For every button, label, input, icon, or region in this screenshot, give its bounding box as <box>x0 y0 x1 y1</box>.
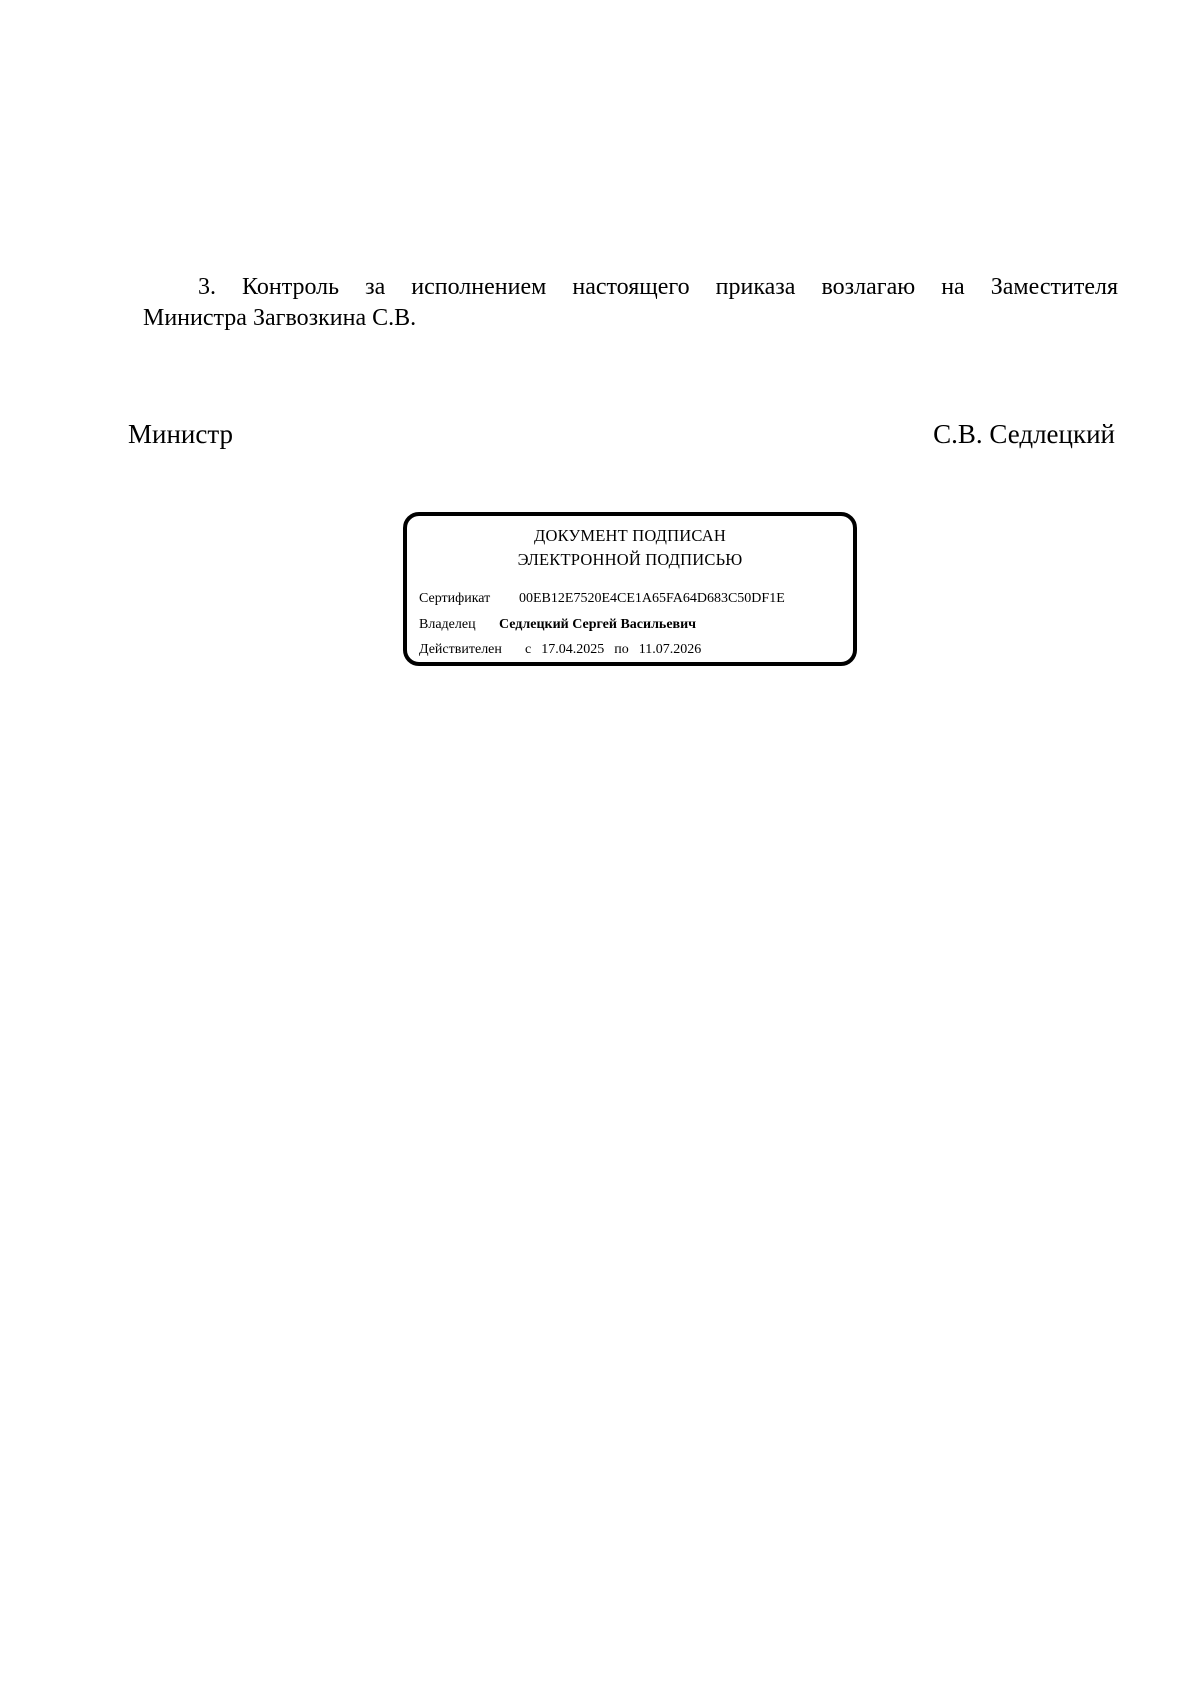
valid-from-date: 17.04.2025 <box>541 642 605 657</box>
stamp-owner-row <box>419 615 696 635</box>
control-paragraph <box>143 272 1118 334</box>
stamp-validity-row <box>419 640 701 660</box>
stamp-certificate-row <box>419 589 785 609</box>
valid-from-prefix: с <box>525 642 532 657</box>
valid-to-prefix: по <box>614 642 629 657</box>
owner-label: Владелец <box>419 617 476 632</box>
signatory-name: С.В. Седлецкий <box>933 419 1115 449</box>
signatory-role: Министр <box>128 419 233 449</box>
certificate-value: 00EB12E7520E4CE1A65FA64D683C50DF1E <box>519 591 785 606</box>
paragraph-line-2: Министра Загвозкина С.В. <box>143 305 417 331</box>
valid-to-date: 11.07.2026 <box>638 642 702 657</box>
stamp-title-line-1: ДОКУМЕНТ ПОДПИСАН <box>534 526 726 545</box>
electronic-signature-stamp <box>403 512 857 666</box>
stamp-title-line-2: ЭЛЕКТРОННОЙ ПОДПИСЬЮ <box>517 550 743 569</box>
paragraph-line-1: 3. Контроль за исполнением настоящего приказа возлагаю на Заместителя <box>198 274 1118 300</box>
valid-label: Действителен <box>419 642 502 657</box>
certificate-label: Сертификат <box>419 591 491 606</box>
owner-value: Седлецкий Сергей Васильевич <box>499 617 697 632</box>
